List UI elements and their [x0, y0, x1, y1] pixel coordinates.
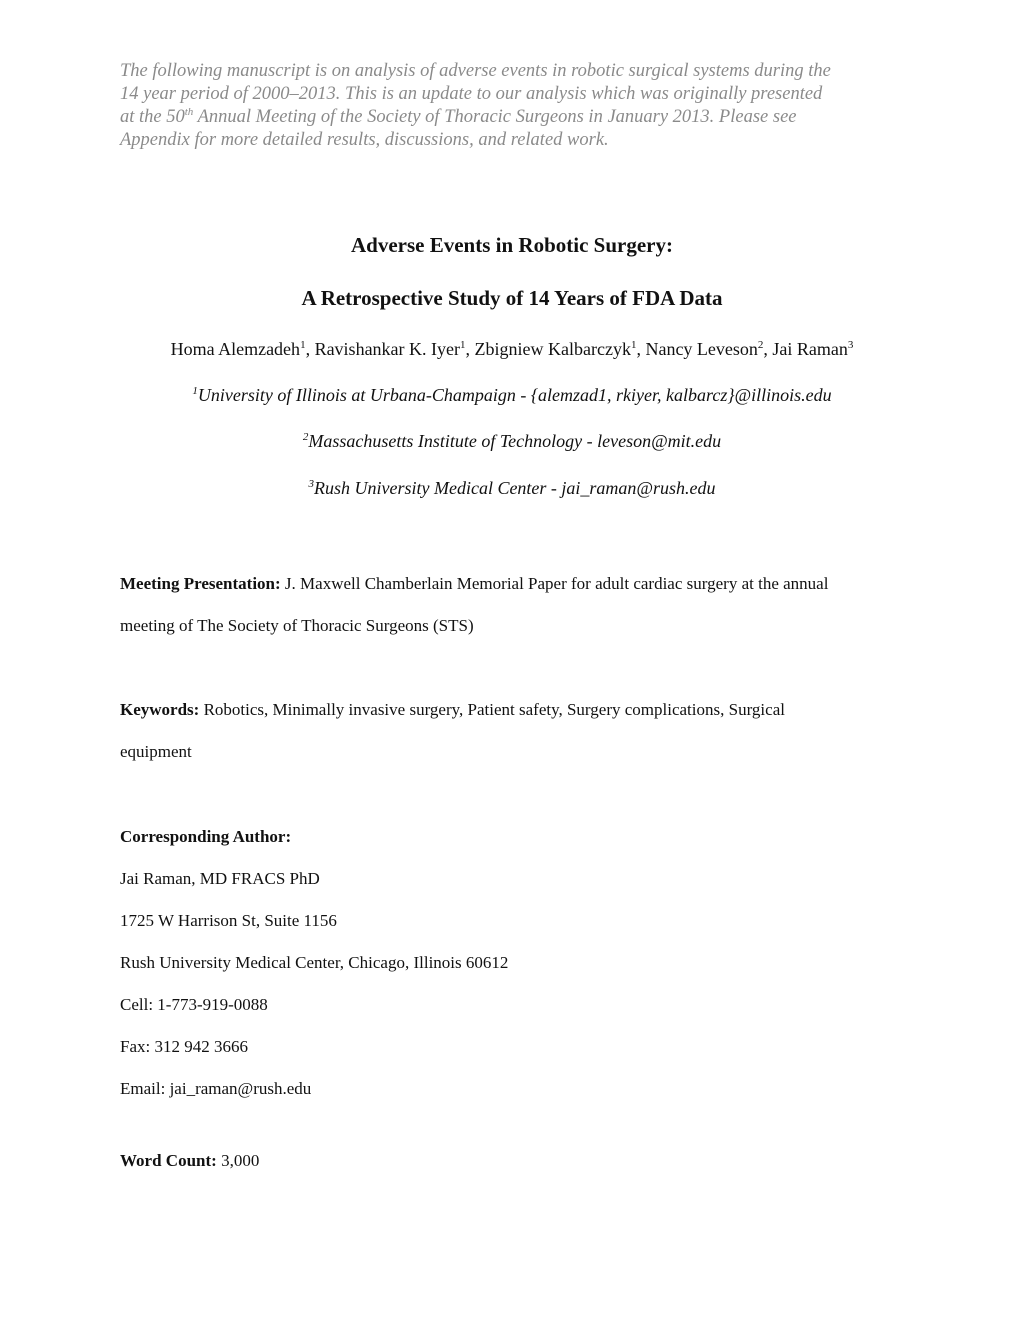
- note-line: Appendix for more detailed results, discussions, and related work.: [120, 130, 609, 150]
- corresponding-name: Jai Raman, MD FRACS PhD: [120, 869, 320, 888]
- address-line: 1725 W Harrison St, Suite 1156: [120, 911, 337, 930]
- author: Ravishankar K. Iyer$^1$: [314, 339, 466, 359]
- cell-phone: Cell: 1-773-919-0088: [120, 995, 268, 1014]
- address-line: Rush University Medical Center, Chicago, Illinois 60612: [120, 953, 509, 972]
- keywords-label: Keywords:: [120, 700, 200, 719]
- fax: Fax: 312 942 3666: [120, 1037, 248, 1056]
- manuscript-note: [120, 60, 904, 152]
- corresponding-author: [120, 816, 904, 1110]
- email: Email: jai_raman@rush.edu: [120, 1079, 312, 1098]
- meeting-presentation: Meeting Presentation: J. Maxwell Chamberlain Memorial Paper for adult cardiac surgery at the annual meeting of The Society of Thoracic Surgeons (STS): [120, 574, 829, 635]
- note-line: 14 year period of 2000–2013. This is an update to our analysis which was originally presented: [120, 84, 823, 104]
- word-count: Word Count: 3,000: [120, 1151, 260, 1170]
- keywords: Keywords: Robotics, Minimally invasive surgery, Patient safety, Surgery complications, Surgical equipment: [120, 700, 785, 761]
- affiliation-1: $^1$University of Illinois at Urbana-Champaign - {alemzad1, rkiyer, kalbarcz}@illinois.edu: [192, 385, 832, 405]
- paper-subtitle: A Retrospective Study of 14 Years of FDA Data: [301, 286, 723, 310]
- corresponding-label: Corresponding Author:: [120, 827, 292, 846]
- author-list: Homa Alemzadeh$^1$, Ravishankar K. Iyer$^1$, Zbigniew Kalbarczyk$^1$, Nancy Leveson$^2$, Jai Raman$^3$: [170, 339, 854, 359]
- author: Nancy Leveson$^2$: [645, 339, 764, 359]
- word-count-label: Word Count:: [120, 1151, 217, 1170]
- meeting-label: Meeting Presentation:: [120, 574, 281, 593]
- affiliation-3: $^3$Rush University Medical Center - jai_raman@rush.edu: [308, 478, 716, 498]
- author: Zbigniew Kalbarczyk$^1$: [474, 339, 637, 359]
- note-line: at the 50th Annual Meeting of the Society of Thoracic Surgeons in January 2013. Please see: [120, 105, 797, 127]
- author: Homa Alemzadeh$^1$: [170, 339, 306, 359]
- affiliation-2: $^2$Massachusetts Institute of Technology - leveson@mit.edu: [302, 431, 722, 451]
- note-line: The following manuscript is on analysis of adverse events in robotic surgical systems during the: [120, 61, 831, 81]
- author: Jai Raman$^3$: [772, 339, 854, 359]
- paper-title: Adverse Events in Robotic Surgery:: [351, 233, 673, 257]
